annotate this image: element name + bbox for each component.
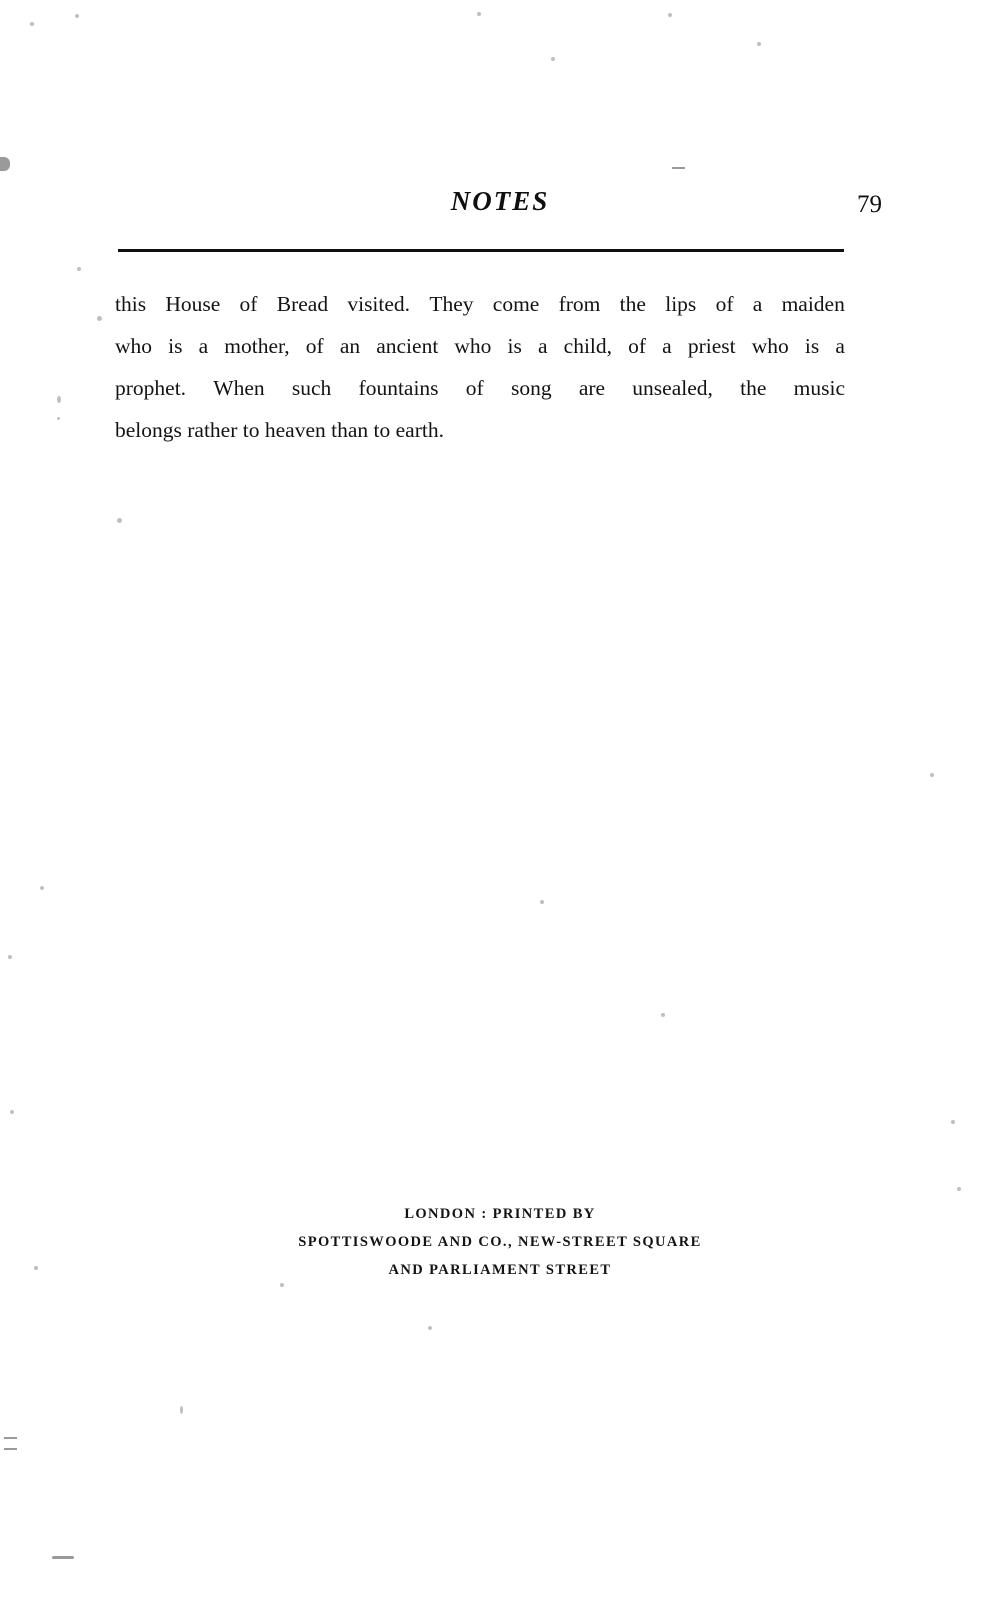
word: who bbox=[751, 334, 789, 358]
word: a bbox=[662, 334, 672, 358]
scan-speck bbox=[477, 12, 481, 16]
word: is bbox=[507, 334, 522, 358]
body-text bbox=[115, 283, 845, 451]
word: song bbox=[510, 376, 552, 400]
text-line bbox=[115, 283, 845, 325]
scan-speck bbox=[951, 1120, 955, 1124]
text-line bbox=[115, 367, 845, 409]
scan-mark bbox=[52, 1556, 74, 1559]
word: lips bbox=[665, 292, 697, 316]
page-number: 79 bbox=[857, 191, 882, 218]
scan-speck bbox=[668, 13, 672, 17]
word: of bbox=[239, 292, 258, 316]
scan-speck bbox=[8, 955, 12, 959]
word: this bbox=[115, 292, 147, 316]
word: is bbox=[804, 334, 820, 358]
scan-speck bbox=[661, 1013, 665, 1017]
colophon-line: AND PARLIAMENT STREET bbox=[388, 1262, 612, 1278]
colophon-line: SPOTTISWOODE AND CO., NEW-STREET SQUARE bbox=[298, 1234, 702, 1250]
scan-mark bbox=[672, 167, 685, 169]
word: When bbox=[213, 376, 265, 400]
word: Bread bbox=[276, 292, 329, 316]
word: come bbox=[492, 292, 540, 316]
word: mother, bbox=[224, 334, 290, 358]
word: music bbox=[793, 376, 845, 400]
scan-speck bbox=[10, 1110, 14, 1114]
word: an bbox=[339, 334, 361, 358]
page-title: NOTES bbox=[450, 186, 550, 216]
scan-mark bbox=[4, 1437, 17, 1439]
scan-speck bbox=[75, 14, 79, 18]
text-line: belongs rather to heaven than to earth. bbox=[115, 418, 444, 442]
scan-speck bbox=[77, 267, 81, 271]
word: the bbox=[740, 376, 767, 400]
word: priest bbox=[687, 334, 736, 358]
word: a bbox=[538, 334, 548, 358]
scan-speck bbox=[117, 518, 122, 523]
word: of bbox=[628, 334, 647, 358]
word: the bbox=[619, 292, 646, 316]
word: fountains bbox=[358, 376, 439, 400]
word: a bbox=[198, 334, 209, 358]
word: maiden bbox=[781, 292, 845, 316]
scan-speck bbox=[757, 42, 761, 46]
scan-speck bbox=[428, 1326, 432, 1330]
word: of bbox=[465, 376, 484, 400]
word: of bbox=[715, 292, 734, 316]
scan-mark bbox=[4, 1448, 17, 1450]
word: unsealed, bbox=[632, 376, 713, 400]
text-line bbox=[115, 325, 845, 367]
word: House bbox=[165, 292, 221, 316]
word: is bbox=[168, 334, 183, 358]
word: such bbox=[291, 376, 332, 400]
running-head bbox=[0, 186, 1000, 226]
scan-speck bbox=[97, 316, 102, 321]
word: who bbox=[454, 334, 492, 358]
scan-mark bbox=[0, 157, 10, 171]
header-rule bbox=[118, 249, 844, 252]
word: They bbox=[429, 292, 474, 316]
scan-speck bbox=[40, 886, 44, 890]
word: a bbox=[835, 334, 845, 358]
scan-speck bbox=[57, 396, 61, 403]
word: prophet. bbox=[115, 376, 187, 400]
word: are bbox=[578, 376, 606, 400]
scan-speck bbox=[180, 1406, 183, 1414]
word: of bbox=[305, 334, 324, 358]
colophon-line: LONDON : PRINTED BY bbox=[404, 1206, 596, 1222]
colophon bbox=[0, 1200, 1000, 1284]
scan-speck bbox=[551, 57, 555, 61]
word: child, bbox=[563, 334, 613, 358]
word: a bbox=[752, 292, 763, 316]
word: who bbox=[115, 334, 153, 358]
scan-speck bbox=[57, 417, 60, 420]
scan-speck bbox=[930, 773, 934, 777]
word: visited. bbox=[347, 292, 411, 316]
scan-speck bbox=[957, 1187, 961, 1191]
word: ancient bbox=[376, 334, 439, 358]
word: from bbox=[558, 292, 601, 316]
scan-speck bbox=[540, 900, 544, 904]
scan-speck bbox=[30, 22, 34, 26]
